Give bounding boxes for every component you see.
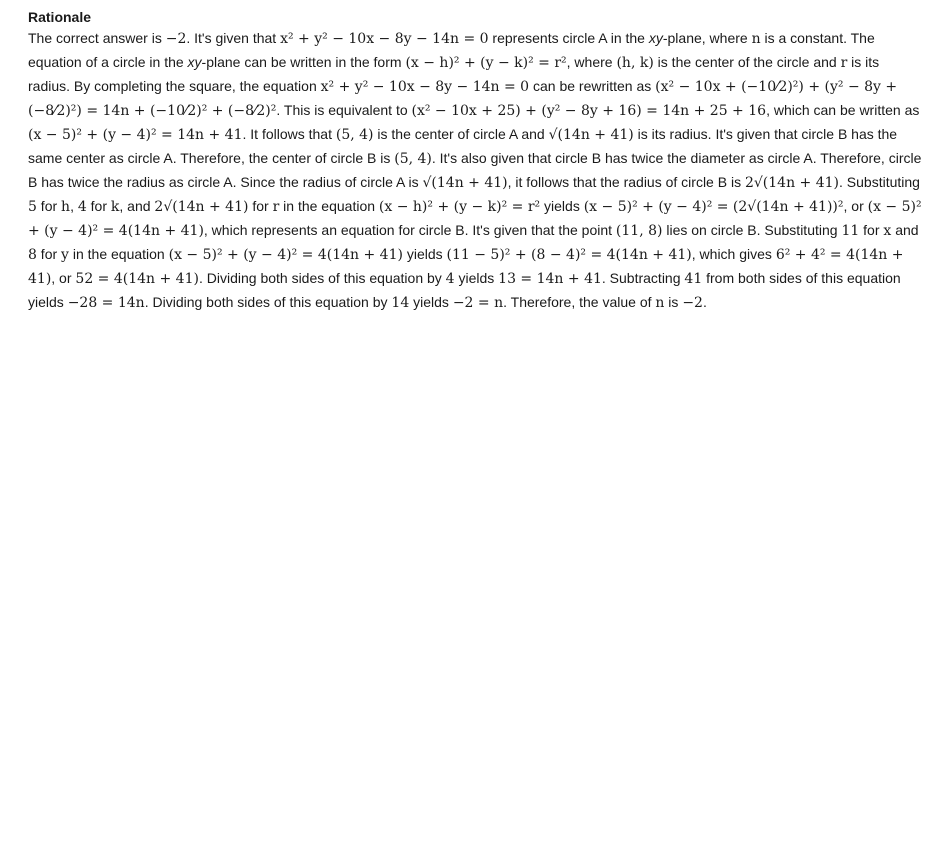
text-run: . Therefore, the value of [503,294,656,310]
text-run: , where [566,54,617,70]
text-run: and [891,222,919,238]
text-run: , [70,198,78,214]
math-expression: r [840,55,848,71]
math-expression: r [272,199,280,215]
math-expression: n [751,31,761,47]
math-expression: 6² + 4² = 4(14n + 41) [28,247,904,287]
text-run: -plane can be written in the form [201,54,406,70]
text-run: yields [540,198,584,214]
rationale-paragraph [28,27,923,315]
math-expression: h [61,199,71,215]
text-run: for [86,198,111,214]
math-expression: 4 [77,199,87,215]
math-expression: −2 [165,31,187,47]
math-expression: 11 [841,223,860,239]
math-expression: 5 [28,199,37,215]
text-run: , or [843,198,868,214]
math-expression: x [883,223,892,239]
text-run: in the equation [68,246,169,262]
math-expression: 2√(14n + 41) [744,175,839,191]
math-expression: 13 = 14n + 41 [498,271,602,287]
text-run: yields [454,270,499,286]
text-run: for [36,198,62,214]
text-run: , which represents an equation for circle B. It's given that the point [203,222,616,238]
text-run: is its radius. It's given that circle B has the same center as circle A. Therefore, the center of circle B is [28,126,898,166]
math-expression: (x − 5)² + (y − 4)² = 4(14n + 41) [168,247,403,263]
math-expression: √(14n + 41) [548,127,634,143]
math-expression: 8 [28,247,37,263]
math-expression: (11 − 5)² + (8 − 4)² = 4(14n + 41) [446,247,692,263]
math-expression: (h, k) [616,55,654,71]
math-expression: −2 [682,295,703,311]
text-run: can be rewritten as [529,78,656,94]
math-expression: 52 = 4(14n + 41) [75,271,199,287]
math-expression: 14 [391,295,410,311]
math-expression: 4 [445,271,455,287]
text-run: yields [409,294,453,310]
math-expression: x² + y² − 10x − 8y − 14n = 0 [320,79,530,95]
math-expression: (5, 4) [335,127,374,143]
text-run: . Substituting [839,174,920,190]
math-expression: (x − 5)² + (y − 4)² = (2√(14n + 41))² [583,199,844,215]
text-run: for [248,198,273,214]
text-run: . It follows that [242,126,336,142]
math-expression: (x − h)² + (y − k)² = r² [405,55,567,71]
text-run: in the equation [279,198,379,214]
math-expression: x² + y² − 10x − 8y − 14n = 0 [280,31,489,47]
math-expression: y [61,247,69,263]
math-expression: (11, 8) [615,223,663,239]
text-run: . [702,294,707,310]
rationale-panel [28,7,923,315]
text-run: -plane, where [662,30,752,46]
text-run: , which gives [691,246,776,262]
text-run: . Subtracting [601,270,685,286]
math-expression: −28 = 14n [67,295,145,311]
math-expression: (5, 4) [394,151,432,167]
text-run: The correct answer is [28,30,166,46]
text-run: for [859,222,884,238]
text-run: is the center of the circle and [653,54,841,70]
text-run: is [664,294,683,310]
text-run: , which can be written as [766,102,920,118]
math-expression: √(14n + 41) [422,175,508,191]
text-run: for [36,246,62,262]
text-run: . Dividing both sides of this equation by [144,294,392,310]
text-run: is the center of circle A and [373,126,549,142]
math-expression: (x² − 10x + 25) + (y² − 8y + 16) = 14n + 25 + 16 [411,103,767,119]
italic-term: xy [187,54,202,70]
text-run: , it follows that the radius of circle B is [507,174,745,190]
italic-term: xy [648,30,663,46]
math-expression: k [110,199,120,215]
text-run: , and [119,198,155,214]
math-expression: 2√(14n + 41) [154,199,249,215]
text-run: yields [402,246,447,262]
math-expression: (x − 5)² + (y − 4)² = 4(14n + 41) [28,199,922,239]
text-run: from both sides of this equation yields [28,270,901,310]
text-run: . It's given that [186,30,281,46]
text-run: . Dividing both sides of this equation by [198,270,446,286]
text-run: represents circle A in the [488,30,649,46]
math-expression: (x − 5)² + (y − 4)² = 14n + 41 [28,127,243,143]
math-expression: n [655,295,665,311]
text-run: lies on circle B. Substituting [662,222,842,238]
text-run: . It's also given that circle B has twice the diameter as circle A. Therefore, circle B has twice the radius as circle A. Since the radius of circle A is [28,150,922,190]
text-run: is a constant. The equation of a circle in the [28,30,875,70]
math-expression: (x − h)² + (y − k)² = r² [378,199,541,215]
math-expression: 41 [684,271,703,287]
math-expression: −2 = n [452,295,504,311]
text-run: is its radius. By completing the square, the equation [28,54,880,94]
text-run: . This is equivalent to [276,102,412,118]
math-expression: (x² − 10x + (−10⁄2)²) + (y² − 8y + (−8⁄2)²) = 14n + (−10⁄2)² + (−8⁄2)² [28,79,898,119]
rationale-heading: Rationale [28,9,92,25]
text-run: , or [51,270,76,286]
